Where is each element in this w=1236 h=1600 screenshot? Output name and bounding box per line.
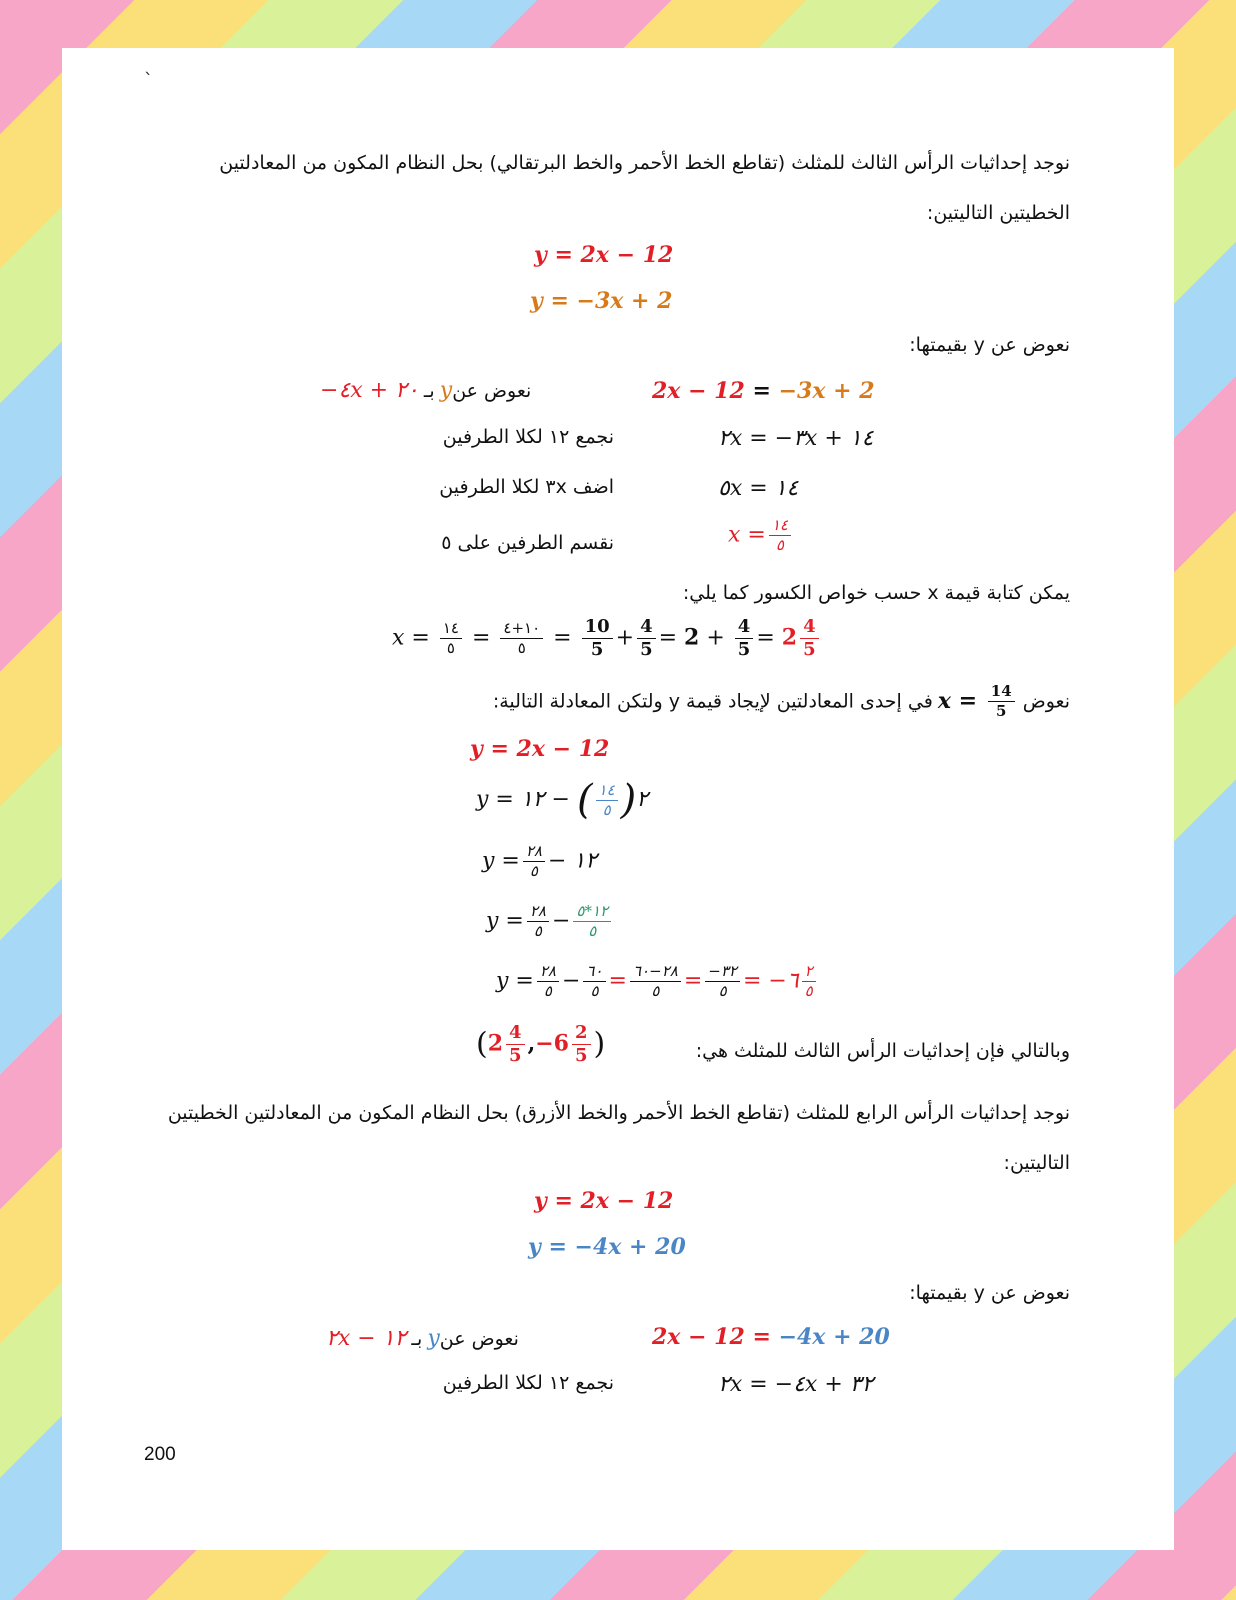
section1-intro-line2: الخطيتين التاليتين: — [926, 202, 1070, 224]
equation-red: y = 2x − 12 — [534, 242, 674, 268]
result-label: وبالتالي فإن إحداثيات الرأس الثالث للمثلث هي: — [695, 1040, 1070, 1062]
section2-intro-line1: نوجد إحداثيات الرأس الرابع للمثلث (تقاطع الخط الأحمر والخط الأزرق) بحل النظام المكون من المعادلتين الخطيتين — [167, 1102, 1070, 1124]
substitution-note: نعوض x = $\frac{14}{5}$ في إحدى المعادلتين لإيجاد قيمة y ولتكن المعادلة التالية: — [492, 682, 1070, 720]
section2-equation-red: y = 2x − 12 — [534, 1188, 674, 1214]
vertex3-coordinates: (2 $\frac{4}{5}$ ,−6 $\frac{2}{5}$ ) — [476, 1022, 606, 1066]
step1-equation: 2x − 12 = −3x + 2 — [652, 378, 875, 404]
step1-note: نعوض عنy بـ −٤x + ٢٠ — [320, 378, 532, 403]
y-step4: y = $\frac{٢٨}{٥}$ − $\frac{٦٠}{٥}$ = $\frac{٢٨-٦٠}{٥}$ = $\frac{-٣٢}{٥}$ = −٦ $\frac{٢}{٥}$ — [496, 964, 819, 999]
step4-equation: x = $\frac{١٤}{٥}$ — [728, 518, 794, 553]
section2-substitute-label: نعوض عن y بقيمتها: — [909, 1282, 1070, 1304]
step3-equation: ٥x = ١٤ — [718, 476, 799, 501]
y-step2: y = $\frac{٢٨}{٥}$ − ١٢ — [482, 842, 598, 880]
step3-note: اضف ٣x لكلا الطرفين — [439, 476, 614, 498]
section2-step2-note: نجمع ١٢ لكلا الطرفين — [442, 1372, 614, 1394]
fraction-note: يمكن كتابة قيمة x حسب خواص الكسور كما يلي: — [682, 582, 1070, 604]
section2-step1-equation: 2x − 12 = −4x + 20 — [652, 1324, 890, 1350]
y-step3: y = $\frac{٢٨}{٥}$ − $\frac{١٢*٥}{٥}$ — [486, 904, 614, 939]
step4-note: نقسم الطرفين على ٥ — [441, 532, 614, 554]
page-sheet — [62, 48, 1174, 1550]
y-equation: y = 2x − 12 — [470, 736, 610, 762]
page-number: 200 — [144, 1444, 176, 1465]
step2-note: نجمع ١٢ لكلا الطرفين — [442, 426, 614, 448]
y-step1: y = ٢( $\frac{١٤}{٥}$ ) − ١٢ — [476, 777, 649, 823]
section2-step1-note: نعوض عنy بـ ٢x − ١٢ — [326, 1326, 519, 1351]
fraction-chain: x = $\frac{١٤}{٥}$ = $\frac{١٠+٤}{٥}$ = $\frac{10}{5}$ + $\frac{4}{5}$ = 2 + $\frac{4}{5}$ = 2 $\frac{4}{5}$ — [392, 618, 822, 659]
stray-mark: ` — [144, 70, 153, 91]
equation-orange: y = −3x + 2 — [530, 288, 673, 314]
section2-intro-line2: التاليتين: — [1003, 1152, 1070, 1174]
section2-step2-equation: ٢x = −٤x + ٣٢ — [718, 1372, 874, 1397]
step2-equation: ٢x = −٣x + ١٤ — [718, 426, 874, 451]
section2-equation-blue: y = −4x + 20 — [528, 1234, 686, 1260]
substitute-label: نعوض عن y بقيمتها: — [909, 334, 1070, 356]
section1-intro-line1: نوجد إحداثيات الرأس الثالث للمثلث (تقاطع الخط الأحمر والخط البرتقالي) بحل النظام المكون من المعادلتين — [219, 152, 1070, 174]
